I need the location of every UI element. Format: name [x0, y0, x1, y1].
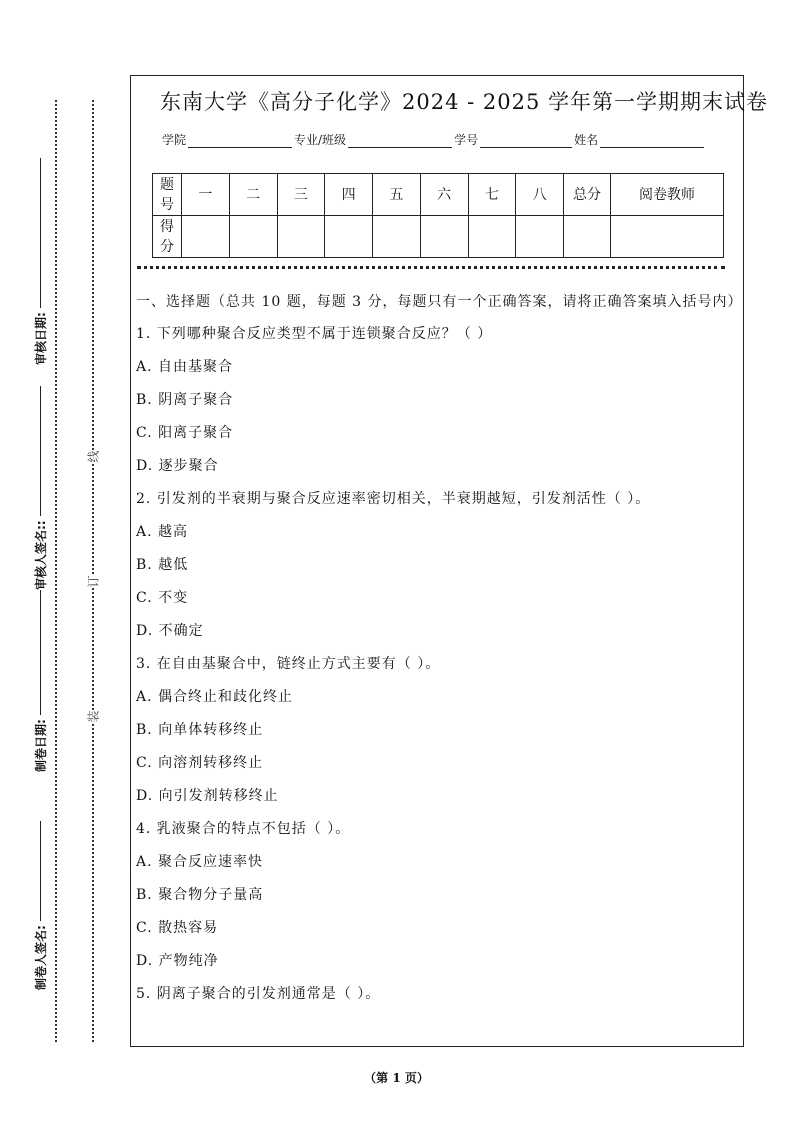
reviewer-date-field	[32, 158, 49, 365]
answer-option: A. 偶合终止和歧化终止	[136, 689, 294, 705]
page-number: （第 1 页）	[364, 1071, 429, 1085]
page-title: 东南大学《高分子化学》2024 - 2025 学年第一学期期末试卷	[160, 90, 769, 114]
answer-option: B. 聚合物分子量高	[136, 887, 264, 903]
column-header: 二	[229, 174, 277, 216]
binding-dotted-line	[92, 100, 94, 1042]
score-cell[interactable]	[611, 216, 724, 258]
column-header: 四	[325, 174, 373, 216]
column-header: 一	[182, 174, 230, 216]
answer-option: A. 越高	[136, 524, 189, 540]
answer-option: C. 向溶剂转移终止	[136, 755, 264, 771]
answer-option: D. 不确定	[136, 623, 204, 639]
table-row	[153, 174, 724, 216]
section-heading: 一、选择题（总共 10 题，每题 3 分，每题只有一个正确答案，请将正确答案填入括号内）	[136, 294, 743, 310]
answer-option: A. 自由基聚合	[136, 359, 234, 375]
score-cell[interactable]	[277, 216, 325, 258]
score-cell[interactable]	[325, 216, 373, 258]
name-label: 姓名	[574, 133, 599, 147]
reviewer-sign-label: 审核人签名::	[34, 520, 48, 590]
college-label: 学院	[162, 133, 187, 147]
score-cell[interactable]	[468, 216, 516, 258]
question-text: 3. 在自由基聚合中，链终止方式主要有（ ）。	[136, 656, 441, 672]
score-cell[interactable]	[182, 216, 230, 258]
maker-date-label: 制卷日期:	[34, 719, 48, 772]
question-text: 4. 乳液聚合的特点不包括（ ）。	[136, 821, 351, 837]
student-id-label: 学号	[454, 133, 479, 147]
bind-mark-staple: 订	[86, 575, 101, 588]
name-field[interactable]	[600, 133, 704, 148]
question-text: 2. 引发剂的半衰期与聚合反应速率密切相关，半衰期越短，引发剂活性（ ）。	[136, 491, 651, 507]
column-header: 七	[468, 174, 516, 216]
column-header: 五	[373, 174, 421, 216]
column-header: 三	[277, 174, 325, 216]
score-cell[interactable]	[229, 216, 277, 258]
student-id-field[interactable]	[480, 133, 572, 148]
score-cell[interactable]	[420, 216, 468, 258]
dotted-separator	[137, 266, 725, 269]
question-text: 5. 阴离子聚合的引发剂通常是（ ）。	[136, 986, 381, 1002]
answer-option: B. 阴离子聚合	[136, 392, 234, 408]
answer-option: C. 散热容易	[136, 920, 219, 936]
column-header: 八	[516, 174, 564, 216]
answer-option: B. 越低	[136, 557, 189, 573]
table-row	[153, 216, 724, 258]
column-header: 阅卷教师	[611, 174, 724, 216]
answer-option: D. 向引发剂转移终止	[136, 788, 279, 804]
answer-option: C. 阳离子聚合	[136, 425, 234, 441]
answer-option: D. 产物纯净	[136, 953, 219, 969]
column-header: 六	[420, 174, 468, 216]
answer-option: C. 不变	[136, 590, 189, 606]
score-table	[152, 173, 724, 258]
major-field[interactable]	[348, 133, 452, 148]
question-text: 1. 下列哪种聚合反应类型不属于连锁聚合反应？（ ）	[136, 326, 493, 342]
table-header-label: 题号	[153, 174, 182, 216]
score-row-label: 得分	[153, 216, 182, 258]
bind-mark-line: 线	[86, 450, 101, 463]
score-cell[interactable]	[516, 216, 564, 258]
column-header: 总分	[564, 174, 611, 216]
major-label: 专业/班级	[294, 133, 347, 147]
reviewer-sign-field	[32, 386, 49, 590]
score-cell[interactable]	[564, 216, 611, 258]
question-section	[136, 291, 743, 1016]
answer-option: B. 向单体转移终止	[136, 722, 264, 738]
maker-date-field	[32, 590, 49, 772]
bind-mark-bind: 装	[86, 710, 101, 723]
maker-sign-field	[32, 821, 49, 990]
maker-sign-label: 制卷人签名:	[34, 925, 48, 990]
dotted-margin-line	[55, 100, 57, 1042]
score-cell[interactable]	[373, 216, 421, 258]
college-field[interactable]	[188, 133, 292, 148]
reviewer-date-label: 审核日期:	[34, 312, 48, 365]
student-info	[162, 131, 706, 148]
answer-option: D. 逐步聚合	[136, 458, 219, 474]
answer-option: A. 聚合反应速率快	[136, 854, 264, 870]
